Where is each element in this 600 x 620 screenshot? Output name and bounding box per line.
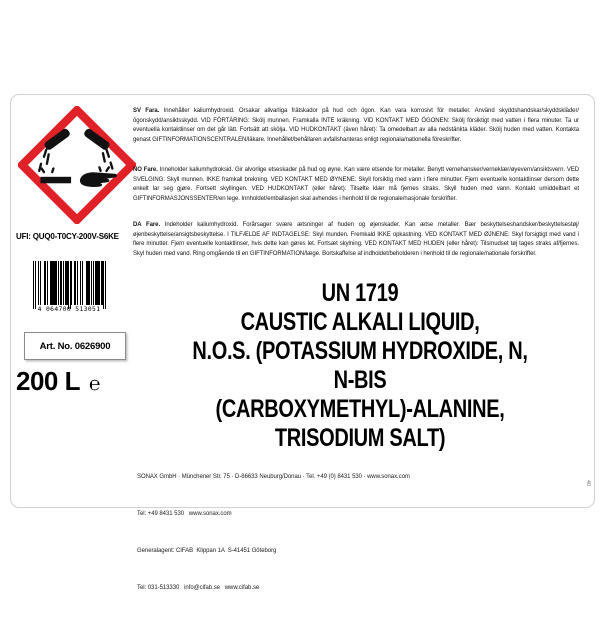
distributor-line: Tel: 031-513330 info@cifab.se www.cifab.se xyxy=(137,585,260,592)
hazard-body-no: Inneholder kaliumhydroksid. Gir alvorlige etseskader på hud og øyne. Kan være etsende for metaller. Benytt vernehansker/verneklær/øyevern/ansiktsvern. VED SVELGING: Skyll munnen. IKKE framkall brekning. VED KONTAKT MED ØYNENE: Skyll forsiktig med vann i flere minutter. Fjern eventuelle kontaktlinser dersom dette enkelt lar seg gjøre. Fortsett skyllingen. VED HUDKONTAKT (eller håret): Tilsølte klær må fjernes straks. Skyll huden med vann. Kontakt umiddelbart et GIFTINFORMASJONSSENTER/en lege. Innholdet/emballasjen skal avhendes i henhold til de regionale/nasjonale forskrifter. xyxy=(133,167,580,202)
un-number: UN 1719 xyxy=(321,279,399,307)
distributor-line: Generalagent: CIFAB Klippan 1A S-41451 Göteborg xyxy=(137,548,277,555)
barcode-bars xyxy=(33,261,105,309)
barcode-digits: 4 064700 513051 xyxy=(37,306,101,313)
hazard-lead-da: DA Fare. xyxy=(133,222,161,228)
ean13-barcode xyxy=(33,261,105,313)
article-number-box xyxy=(24,332,126,360)
distributor-info xyxy=(137,446,410,620)
distributor-line: SONAX GmbH · Münchener Str. 75 · D-86633 Neuburg/Donau · Tel. +49 (0) 8431 530 · www.sonax.com xyxy=(137,473,410,480)
hazard-body-da: Indeholder kaliumhydroxid. Forårsager svære ætsninger af huden og øjenskader. Kan ætse metaller. Bær beskyttelseshandsker/beskyttelsestøj/øjenbeskyttelse/ansigtsbeskyttelse. I TILFÆLDE AF INDTAGELSE: Skyl munden. Fremkald IKKE opkastning. VED KONTAKT MED ØJNENE: Skyl forsigtigt med vand i flere minutter. Fjern eventuelle kontaktlinser, hvis dette kan gøres let. Fortsæt skylning. VED KONTAKT MED HUDEN (eller håret): Tilsmudset tøj tages straks af/fjernes. Skyl huden med vand. Ring omgående til en GIFTINFORMATION/læge. Bortskaffelse af indholdet/beholderen i henhold til de regionale/nationale forskrifter. xyxy=(133,222,579,257)
product-title xyxy=(135,279,585,453)
print-side-code: 40 xyxy=(585,480,591,487)
hazard-text-sv xyxy=(133,107,579,145)
hazard-body-sv: Innehåller kaliumhydroxid. Orsakar allvarliga frätskador på hud och ögon. Kan vara korrosivt för metaller. Använd skyddshandskar/skyddskläder/ögonskydd/ansiktsskydd. VID FÖRTÄRING: Skölj munnen. Framkalla INTE kräkning. VID KONTAKT MED ÖGONEN: Skölj försiktigt med vatten i flera minuter. Ta ur eventuella kontaktlinser om det går lätt. Fortsätt att skölja. VID HUDKONTAKT (även håret): Ta omedelbart av alla nedstänkta kläder. Skölj huden med vatten. Kontakta genast GIFTINFORMATIONSCENTRALEN/läkare. Innehållet/behållaren avfallshanteras enligt regionala/nationella föreskrifter. xyxy=(133,108,579,143)
distributor-line: Tel: +49 8431 530 www.sonax.com xyxy=(137,511,232,518)
volume-statement xyxy=(16,366,100,397)
estimated-sign: ℮ xyxy=(89,374,101,395)
ghs05-corrosive-icon xyxy=(18,106,136,224)
hazard-lead-sv: SV Fara. xyxy=(133,108,160,114)
hazard-text-no xyxy=(133,166,579,204)
hazard-text-da xyxy=(133,221,579,259)
product-title-line: (CARBOXYMETHYL)-ALANINE, TRISODIUM SALT) xyxy=(215,395,505,452)
volume-value: 200 L xyxy=(16,366,80,396)
product-title-line: CAUSTIC ALKALI LIQUID, xyxy=(240,308,480,336)
ufi-code: UFI: QUQ0-T0CY-200V-S6KE xyxy=(16,232,119,241)
product-title-line: N.O.S. (POTASSIUM HYDROXIDE, N, N-BIS xyxy=(192,337,528,394)
article-number: Art. No. 0626900 xyxy=(39,340,111,352)
hazard-lead-no: NO Fare. xyxy=(133,167,158,173)
